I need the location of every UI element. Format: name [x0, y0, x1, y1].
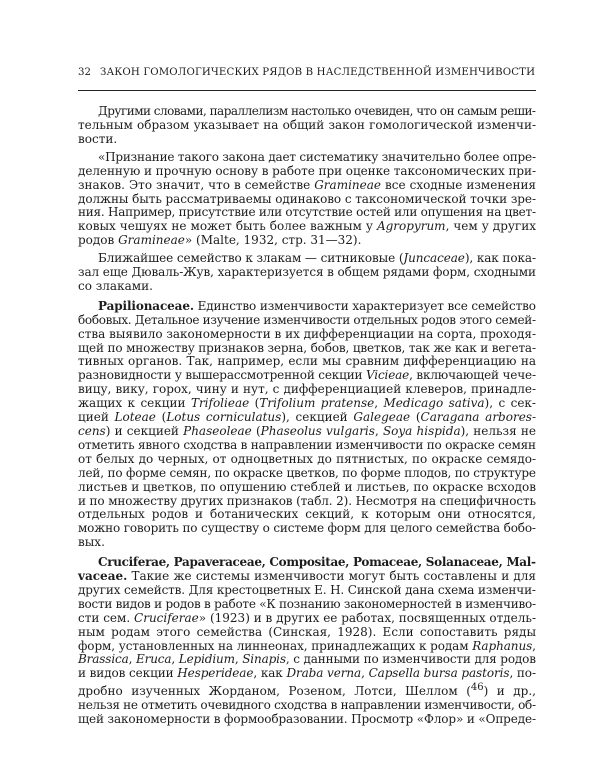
text-line: отдельных родов и ботанических секций, к которым они относятся,	[78, 507, 536, 522]
page-number: 32	[78, 67, 91, 78]
paragraph-3	[78, 252, 536, 294]
text-line: вости.	[78, 131, 118, 146]
text-line: вости видов и родов в работе «К познанию закономерностей в изменчиво-	[78, 596, 536, 611]
text-line: Другими словами, параллелизм настолько очевиден, что он самым реши-	[98, 104, 536, 118]
taxon-name: Brassica	[78, 652, 129, 667]
text-line: и видов секции Hesperideae, как Draba verna, Capsella bursa pastoris, по-	[78, 666, 536, 681]
text-line: cens) и секцией Phaseoleae (Phaseolus vulgaris, Soya hispida), нельзя не	[78, 424, 536, 439]
page-header	[78, 66, 536, 80]
text-line: vaceae. Такие же системы изменчивости могут быть составлены и для	[78, 568, 536, 583]
text-line: и по множеству других признаков (табл. 2). Несмотря на специфичность	[78, 493, 536, 508]
taxon-name: Soya hispida	[382, 424, 461, 439]
text-line: ковых чешуях не может быть более важным у Agropyrum, чем у других	[78, 219, 536, 234]
taxon-name: Capsella bursa pastoris	[368, 666, 510, 681]
text-line: других семейств. Для крестоцветных Е. Н. Синской дана схема изменчи-	[78, 582, 536, 597]
taxon-name: Hesperideae	[177, 666, 254, 681]
body-text	[78, 105, 536, 727]
taxon-name: Vicieae	[366, 368, 410, 383]
taxon-name: Sinapis	[242, 652, 286, 667]
header-rule	[78, 90, 536, 91]
text-line: сти сем. Cruciferae» (1923) и в других ее работах, посвященных отдель-	[78, 610, 536, 625]
taxon-name: Gramineae	[118, 233, 185, 248]
taxon-name: Galegeae	[353, 410, 411, 425]
taxon-name: Lepidium	[178, 652, 235, 667]
text-line: бобовых. Детальное изучение изменчивости отдельных родов этого семей-	[78, 312, 536, 327]
text-line: вицу, вику, горох, чину и нут, с дифференциацией клеверов, принадле-	[78, 382, 536, 397]
text-line: цией Loteae (Lotus corniculatus), секцией Galegeae (Caragana arbores-	[78, 410, 537, 425]
text-line: от белых до черных, от одноцветных до пятнистых, по окраске семядо-	[78, 451, 536, 466]
text-line: щей закономерности в формообразовании. Просмотр «Флор» и «Опреде-	[78, 712, 536, 727]
taxon-name: Agropyrum	[376, 219, 446, 234]
text-line: Ближайшее семейство к злакам — ситниковые (Juncaceae), как пока-	[98, 251, 536, 266]
paragraph-papilionaceae	[78, 300, 536, 550]
text-line: Brassica, Eruca, Lepidium, Sinapis, с данными по изменчивости для родов	[78, 652, 536, 667]
text-line: можно говорить по существу о системе форм для целого семейства бобо-	[78, 521, 536, 536]
text-line: деленную и прочную основу в работе при оценке таксономических при-	[78, 163, 536, 178]
text-line: дробно изученных Жорданом, Розеном, Лотси, Шеллом ($^{46}$) и др.,	[78, 682, 536, 699]
section-heading: Cruciferae, Papaveraceae, Compositae, Pomaceae, Solanaceae, Mal-	[98, 555, 536, 570]
text-line: тельным образом указывает на общий закон гомологической изменчи-	[78, 117, 536, 132]
taxon-name: Phaseoleae	[183, 424, 252, 439]
text-line: щей по множеству признаков зерна, бобов, цветков, так же как и вегета-	[78, 340, 536, 355]
text-line: ным родам этого семейства (Синская, 1928). Если сопоставить ряды	[78, 624, 536, 639]
paragraph-2-quote	[78, 151, 536, 248]
taxon-name: Juncaceae	[403, 251, 465, 266]
text-line: зал еще Дюваль-Жув, характеризуется в общем рядами форм, сходными	[78, 265, 536, 280]
taxon-name: Gramineae	[314, 177, 381, 192]
taxon-name: Raphanus	[472, 638, 533, 653]
taxon-name: Phaseolus vulgaris	[260, 424, 375, 439]
footnote-ref: 46	[470, 682, 484, 694]
text-line: ния. Например, присутствие или отсутствие остей или опушения на цвет-	[78, 205, 536, 220]
text-line: со злаками.	[78, 279, 153, 294]
taxon-name: Lotus corniculatus	[166, 410, 282, 425]
taxon-name: Medicago sativa	[383, 396, 485, 411]
running-title: ЗАКОН ГОМОЛОГИЧЕСКИХ РЯДОВ В НАСЛЕДСТВЕННОЙ ИЗМЕНЧИВОСТИ	[100, 67, 536, 78]
text-line: должны быть рассматриваемы одинаково с таксономической точки зре-	[78, 191, 536, 206]
text-line: тивных органов. Так, например, если мы сравним дифференциацию на	[78, 354, 536, 369]
text-line: листьев и цветков, по опушению стеблей и листьев, по окраске всходов	[78, 479, 536, 494]
paragraph-cruciferae	[78, 556, 536, 727]
section-heading: Papilionaceae.	[98, 298, 194, 313]
text-line: жащих к секции Trifolieae (Trifolium pratense, Medicago sativa), с сек-	[78, 396, 536, 411]
text-line: отметить явного сходства в направлении изменчивости по окраске семян	[78, 437, 536, 452]
text-line: вых.	[78, 535, 105, 550]
text-line: форм, установленных на линнеонах, принадлежащих к родам Raphanus,	[78, 638, 536, 653]
taxon-name: cens	[78, 424, 106, 439]
taxon-name: Cruciferae	[134, 610, 199, 625]
text-line: разновидности у вышерассмотренной секции Vicieae, включающей чече-	[78, 368, 536, 383]
text-line: «Признание такого закона дает систематику значительно более опре-	[98, 149, 536, 164]
taxon-name: Caragana arbores-	[420, 410, 537, 425]
text-line: нельзя не отметить очевидного сходства в направлении изменчивости, об-	[78, 698, 536, 713]
taxon-name: Eruca	[135, 652, 172, 667]
text-line: знаков. Это значит, что в семействе Gramineae все сходные изменения	[78, 177, 537, 192]
taxon-name: Loteae	[114, 410, 156, 425]
book-page	[78, 66, 536, 727]
taxon-name: Draba verna	[286, 666, 362, 681]
taxon-name: Trifolieae	[190, 396, 250, 411]
text-line: Papilionaceae. Единство изменчивости характеризует все семейство	[98, 298, 536, 313]
paragraph-1	[78, 105, 536, 147]
text-line: ства выявило закономерности в их дифференциации на сорта, проходя-	[78, 326, 536, 341]
text-line: родов Gramineae» (Malte, 1932, стр. 31—32).	[78, 233, 362, 248]
text-line: лей, по форме семян, по окраске цветков, по форме плодов, по структуре	[78, 465, 536, 480]
section-heading: vaceae.	[78, 568, 128, 583]
taxon-name: Trifolium pratense	[259, 396, 375, 411]
